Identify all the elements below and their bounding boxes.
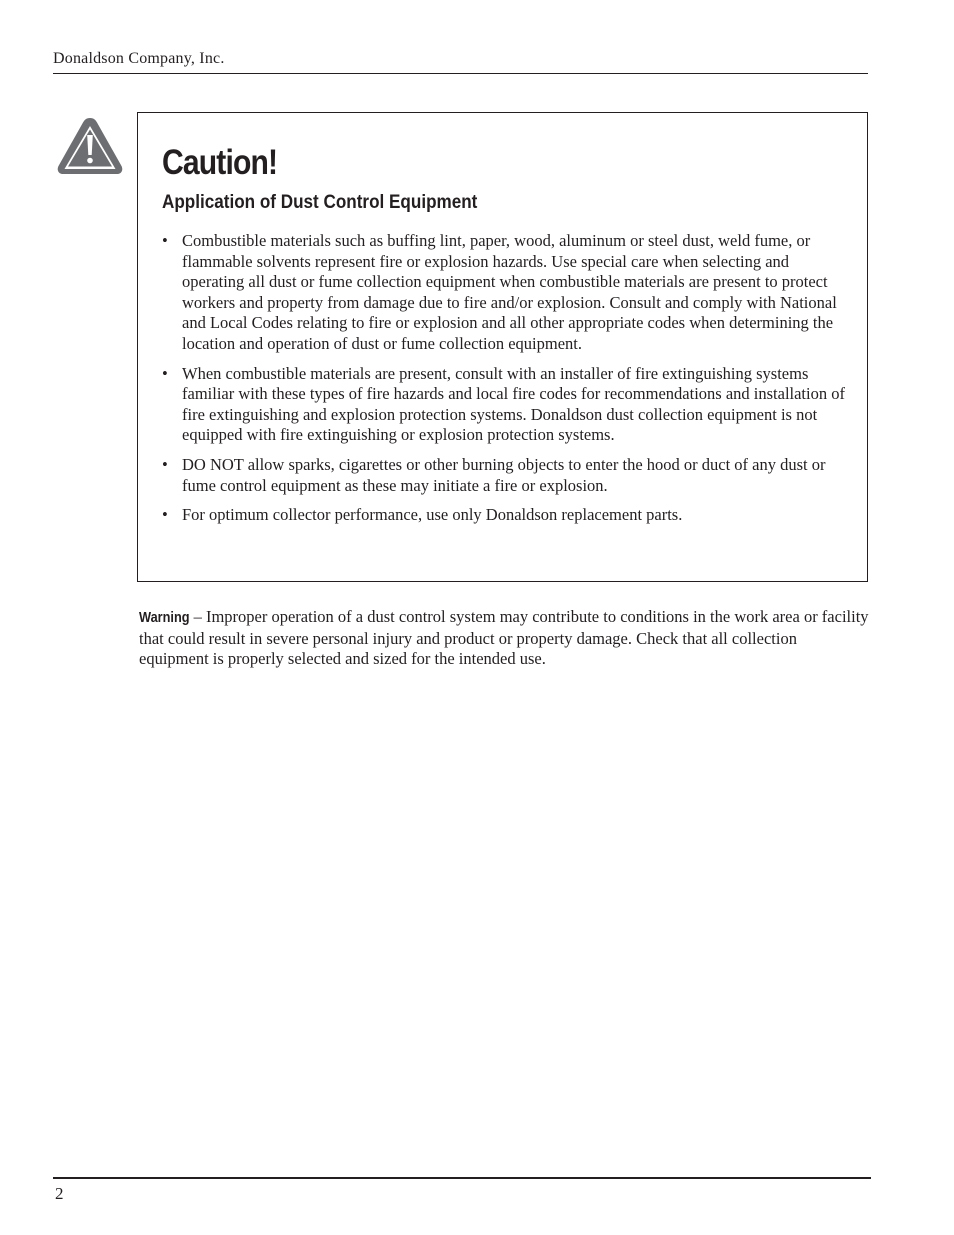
- caution-bullet-list: [162, 231, 852, 535]
- bullet-burning-objects: • DO NOT allow sparks, cigarettes or other burning objects to enter the hood or duct of any dust or fume control equipment as these may initiate a fire or explosion.: [162, 455, 852, 496]
- caution-subtitle: Application of Dust Control Equipment: [162, 192, 478, 213]
- bullet-replacement-parts: • For optimum collector performance, use only Donaldson replacement parts.: [162, 505, 852, 526]
- header-rule: [53, 73, 868, 74]
- bullet-combustible-materials: • Combustible materials such as buffing lint, paper, wood, aluminum or steel dust, weld fume, or flammable solvents represent fire or explosion hazards. Use special care when selecting and operating all dust or fume collection equipment when combustible materials are present to protect workers and property from damage due to fire and/or explosion. Consult and comply with National and Local Codes relating to fire or explosion and all other appropriate codes when determining the location and operation of dust or fume collection equipment.: [162, 231, 852, 355]
- caution-box: [137, 112, 868, 582]
- page-number: 2: [55, 1184, 64, 1203]
- running-header: Donaldson Company, Inc.: [53, 50, 225, 67]
- warning-label: Warning: [139, 610, 190, 626]
- warning-text: – Improper operation of a dust control system may contribute to conditions in the work area or facility that could result in severe personal injury and product or property damage. Check that all collection equipment is properly selected and sized for the intended use.: [139, 607, 869, 669]
- warning-paragraph: [139, 607, 869, 670]
- footer-rule: [53, 1177, 871, 1179]
- warning-triangle-icon: [55, 115, 125, 177]
- bullet-fire-extinguishing-systems: • When combustible materials are present, consult with an installer of fire extinguishing systems familiar with these types of fire hazards and local fire codes for recommendations and installation of fire extinguishing and explosion protection systems. Donaldson dust collection equipment is not equipped with fire extinguishing or explosion protection systems.: [162, 364, 852, 446]
- caution-title: Caution!: [162, 143, 278, 182]
